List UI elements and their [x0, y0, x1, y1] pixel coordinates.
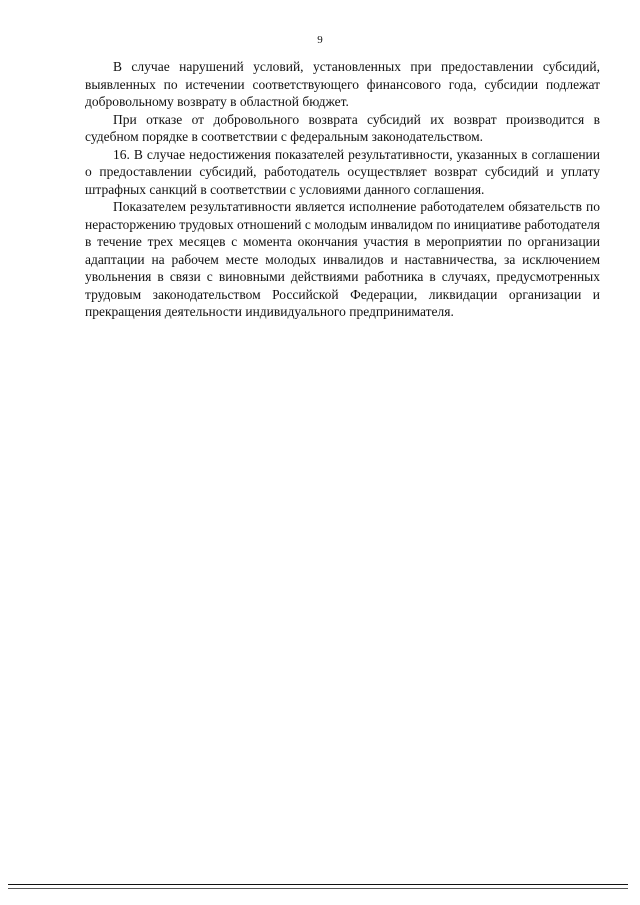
paragraph-item-16: 16. В случае недостижения показателей результативности, указанных в соглашении о предоставлении субсидий, работодатель осуществляет возврат субсидий и уплату штрафных санкций в соответствии с условиями данного соглашения.	[85, 146, 600, 197]
bottom-rule-secondary	[8, 888, 628, 889]
page-number: 9	[317, 34, 323, 46]
document-body	[85, 58, 600, 321]
paragraph-refusal-return: При отказе от добровольного возврата субсидий их возврат производится в судебном порядке в соответствии с федеральным законодательством.	[85, 111, 600, 144]
paragraph-performance-indicator: Показателем результативности является исполнение работодателем обязательств по нерасторжению трудовых отношений с молодым инвалидом по инициативе работодателя в течение трех месяцев с момента окончания участия в мероприятии по организации адаптации на рабочем месте молодых инвалидов и наставничества, за исключением увольнения в связи с виновными действиями работника в случаях, предусмотренных трудовым законодательством Российской Федерации, ликвидации организации и прекращения деятельности индивидуального предпринимателя.	[85, 199, 600, 319]
bottom-rule	[8, 884, 628, 885]
paragraph-subsidy-violation: В случае нарушений условий, установленных при предоставлении субсидий, выявленных по истечении соответствующего финансового года, субсидии подлежат добровольному возврату в областной бюджет.	[85, 59, 600, 109]
